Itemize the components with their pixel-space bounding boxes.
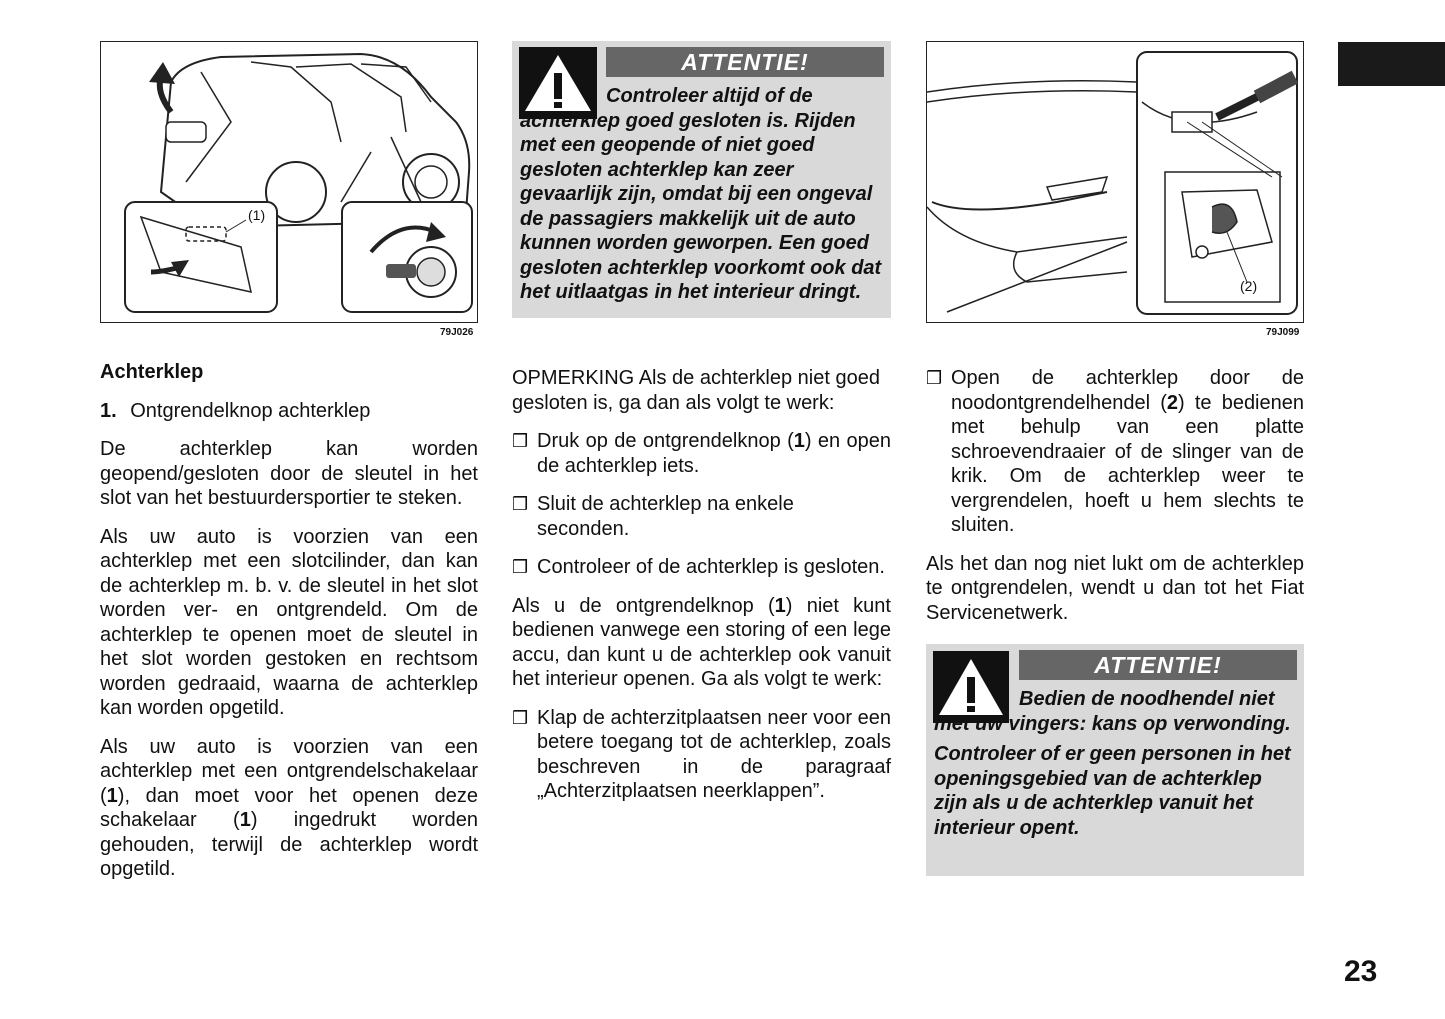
- text: Als uw auto is voorzien van een achterklep met een ontgrendelschakelaar (: [100, 735, 478, 807]
- legend-item: [100, 399, 478, 424]
- figure-code-left: 79J026: [440, 327, 474, 338]
- checkbox-bullet-icon: ❒: [512, 707, 529, 728]
- text: Druk op de ontgrendelknop (: [537, 430, 794, 452]
- text: ) te bedienen met behulp van een platte schroevendraaier of de slinger van de krik. Om de achterklep weer te vergrendelen, hoeft u hem slechts te sluiten.: [951, 391, 1304, 536]
- warning-body-bottom-1: Bedien de noodhendel niet met uw vingers: kans op verwonding.: [934, 688, 1291, 735]
- note: OPMERKING Als de achterklep niet goed gesloten is, ga dan als volgt te werk:: [512, 367, 880, 414]
- text: Als u de ontgrendelknop (: [512, 594, 775, 617]
- paragraph: [100, 735, 478, 882]
- list-item: [512, 555, 891, 580]
- legend-text: Ontgrendelknop achterklep: [130, 399, 371, 422]
- paragraph: De achterklep kan worden geopend/gesloten door de sleutel in het slot van het bestuurdersportier te steken.: [100, 438, 478, 509]
- callout-1: (1): [248, 207, 266, 223]
- warning-body-top: [520, 84, 884, 305]
- column-1: [100, 360, 478, 896]
- text: ), dan moet voor het openen deze schakelaar (: [100, 784, 478, 831]
- text: Klap de achterzitplaatsen neer voor een betere toegang tot de achterklep, zoals beschreven in de paragraaf „Achterzitplaatsen neerklappen”.: [537, 706, 891, 802]
- list-item: [926, 366, 1304, 538]
- text: Open de achterklep door de noodontgrendelhendel (: [951, 367, 1304, 414]
- ref-number: 1: [793, 430, 805, 452]
- ref-number: 1: [239, 809, 251, 831]
- list-item: [512, 492, 891, 541]
- figure-emergency-release: [926, 41, 1304, 323]
- section-heading: Achterklep: [100, 361, 204, 383]
- checkbox-bullet-icon: ❒: [512, 431, 529, 451]
- warning-body-bottom-2: Controleer of er geen personen in het openingsgebied van de achterklep zijn als u de achterklep vanuit het interieur opent.: [934, 743, 1291, 839]
- warning-body-bottom: [934, 687, 1298, 840]
- section-tab: [1338, 42, 1445, 86]
- legend-number: 1.: [100, 399, 117, 422]
- text: ) niet kunt bedienen vanwege een storing of een lege accu, dan kunt u de achterklep ook vanuit het interieur openen. Ga als volgt te werk:: [512, 594, 891, 690]
- car-rear-icon: [101, 42, 476, 321]
- paragraph: [512, 594, 891, 692]
- callout-2: (2): [1240, 278, 1258, 294]
- page-number: 23: [1344, 955, 1378, 988]
- warning-box-top: [512, 41, 891, 318]
- checkbox-bullet-icon: ❒: [512, 494, 529, 514]
- checkbox-bullet-icon: ❒: [926, 368, 943, 388]
- checkbox-bullet-icon: ❒: [512, 557, 529, 577]
- list-item: [512, 429, 891, 478]
- warning-title-bottom: ATTENTIE!: [1019, 650, 1297, 680]
- warning-body-top-text: Controleer altijd of de achterklep goed gesloten is. Rijden met een geopende of niet goed gesloten achterklep kan zeer gevaarlijk zijn, omdat bij een ongeval de passagiers makkelijk uit de auto kunnen worden geworpen. Een goed gesloten achterklep voorkomt ook dat het uitlaatgas in het interieur dringt.: [520, 85, 882, 303]
- figure-tailgate-car: [100, 41, 478, 323]
- warning-title-top: ATTENTIE!: [606, 47, 884, 77]
- warning-box-bottom: [926, 644, 1304, 876]
- text: ) ingedrukt worden gehouden, terwijl de achterklep wordt opgetild.: [100, 809, 478, 880]
- paragraph: Als het dan nog niet lukt om de achterklep te ontgrendelen, wendt u dan tot het Fiat Servicenetwerk.: [926, 552, 1304, 624]
- text: ) en open de achterklep iets.: [537, 430, 892, 477]
- paragraph: Als uw auto is voorzien van een achterklep met een slotcilinder, dan kan de achterklep m. b. v. de sleutel in het slot worden ver- en ontgrendeld. Om de achterklep te openen moet de sleutel in het slot worden gestoken en rechtsom worden gedraaid, waarna de achterklep kan worden opgetild.: [100, 525, 478, 719]
- text: Sluit de achterklep na enkele seconden.: [537, 493, 794, 540]
- figure-code-right: 79J099: [1266, 327, 1300, 338]
- list-item: [512, 706, 891, 804]
- column-3: [926, 366, 1304, 639]
- ref-number: 2: [1166, 391, 1179, 414]
- text: Controleer of de achterklep is gesloten.: [537, 556, 885, 578]
- ref-number: 1: [106, 784, 118, 807]
- column-2: [512, 366, 891, 818]
- ref-number: 1: [774, 594, 786, 617]
